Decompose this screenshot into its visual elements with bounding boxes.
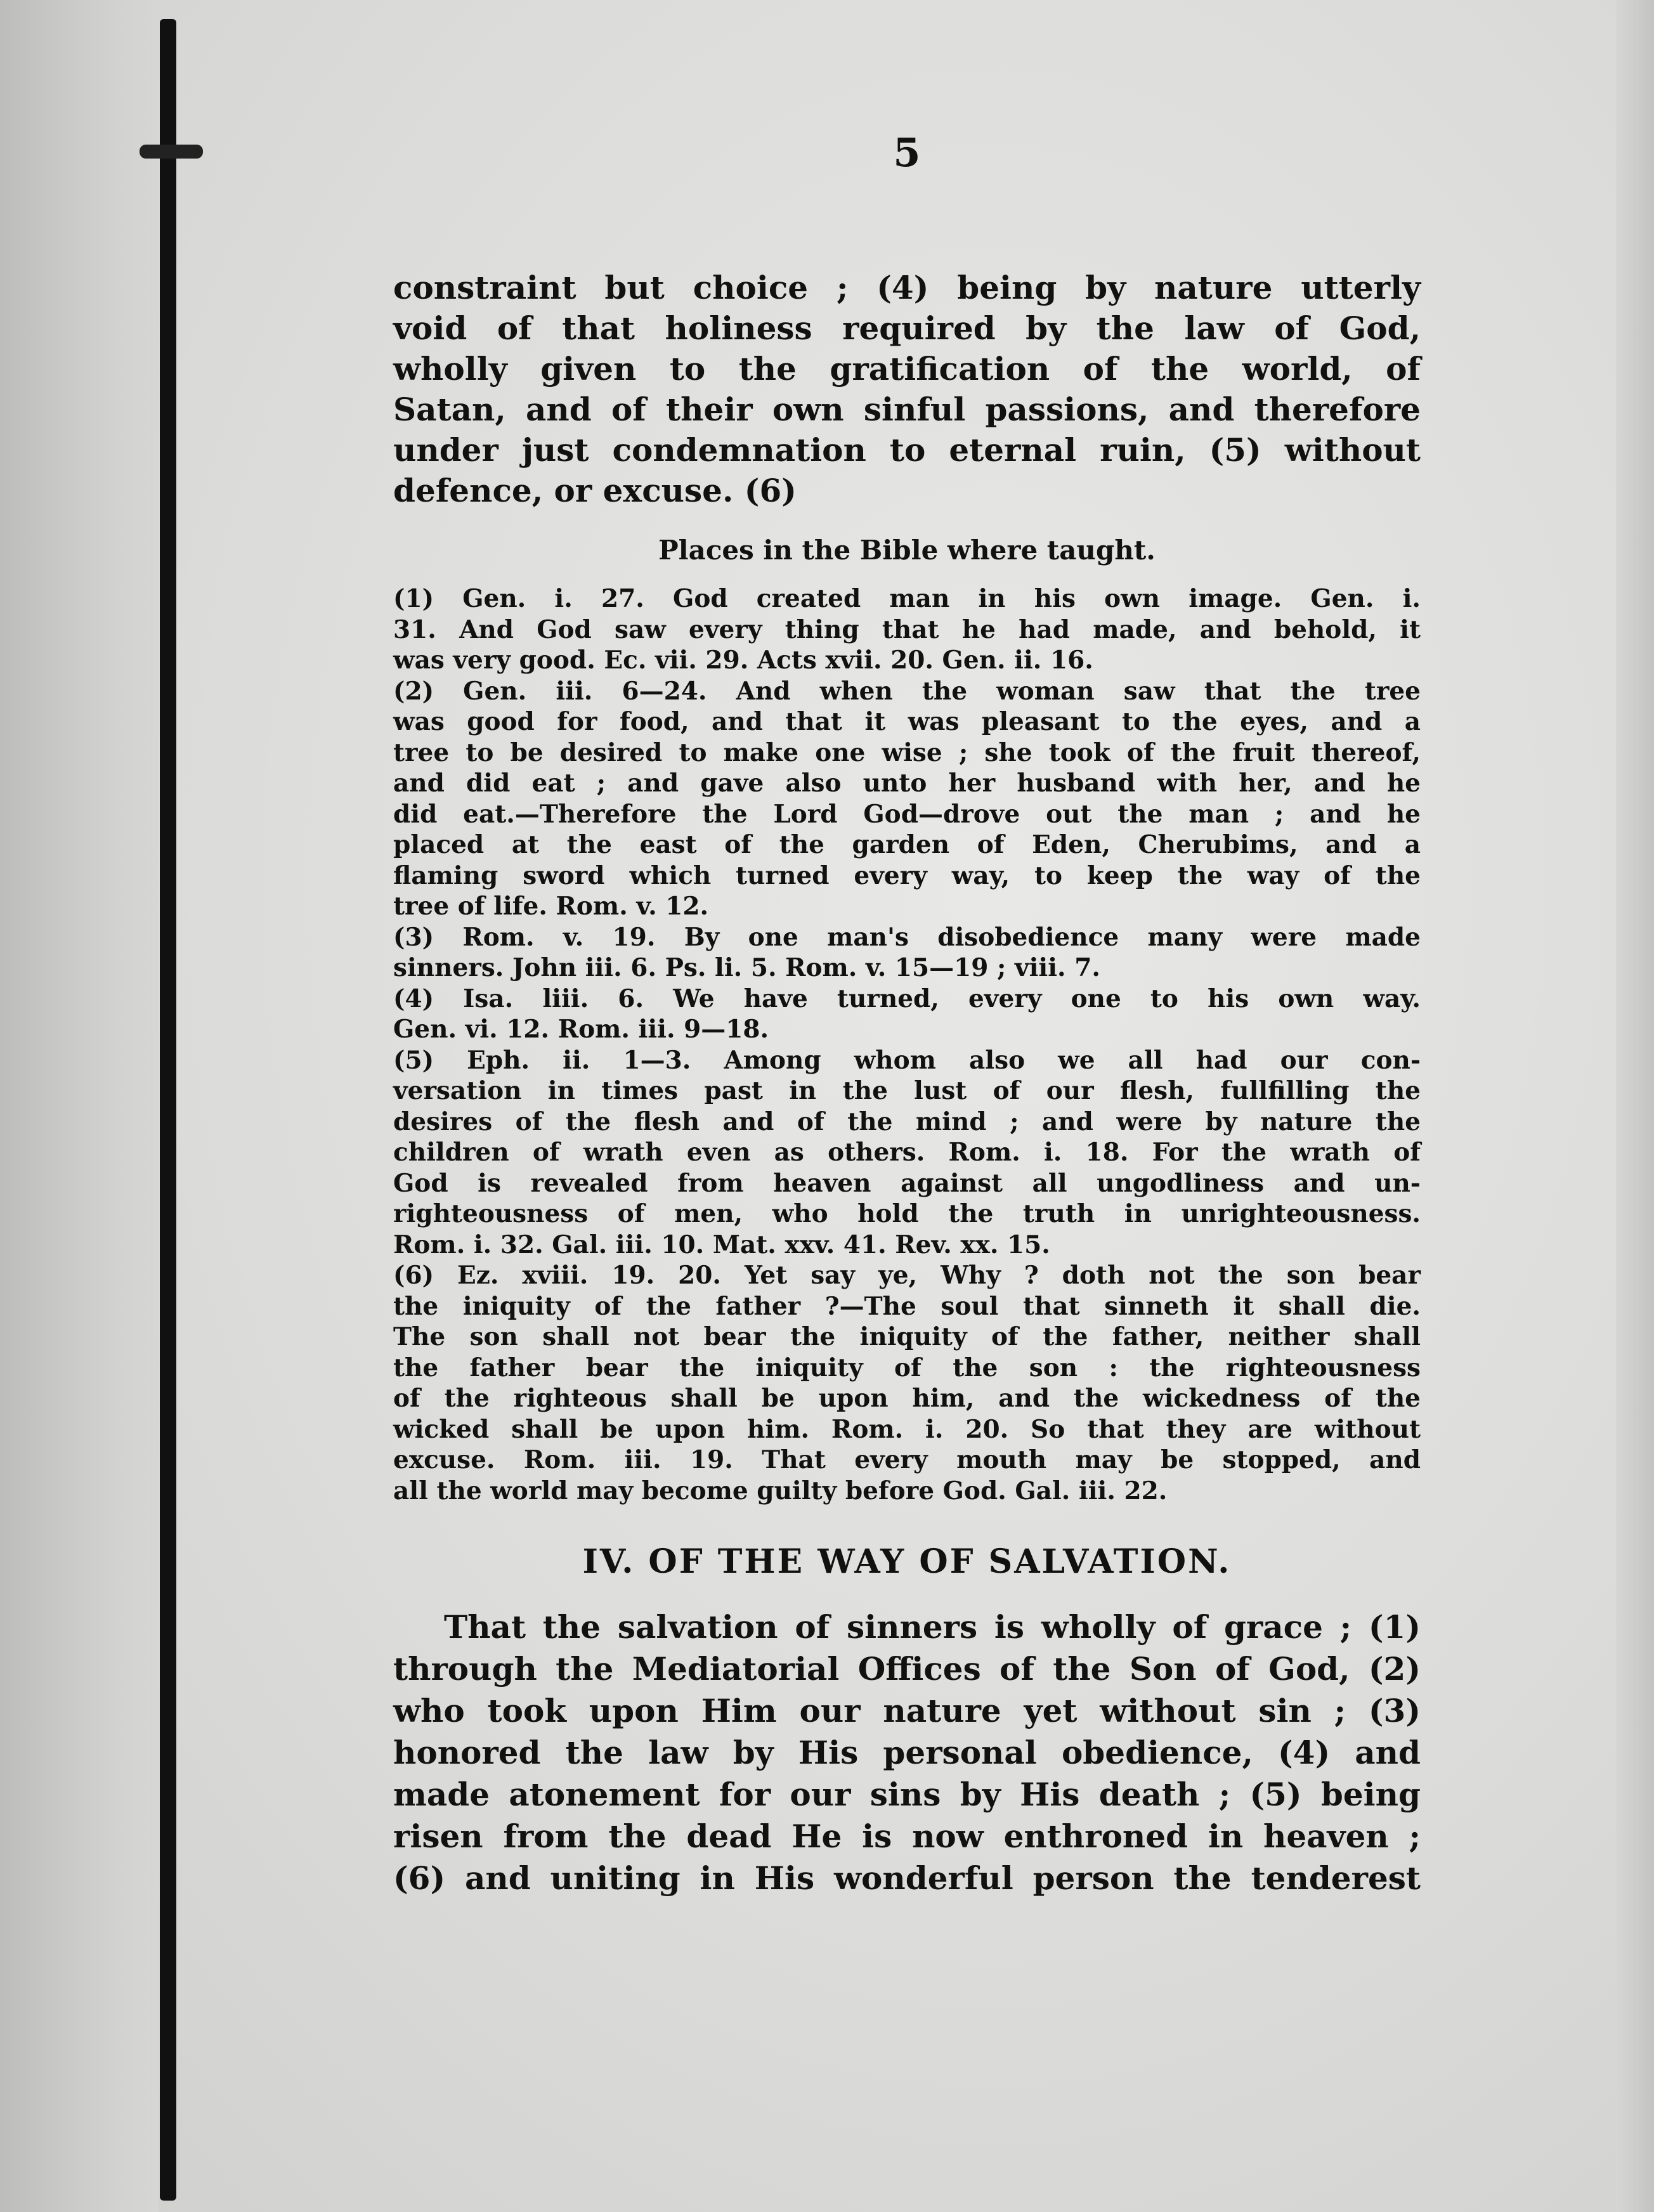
text-line: defence, or excuse. (6) [393,472,797,509]
reference-line: tree of life. Rom. v. 12. [393,892,709,921]
reference-line: of the righteous shall be upon him, and the wickedness of the [393,1384,1421,1413]
reference-line: placed at the east of the garden of Eden, Cherubims, and a [393,830,1421,859]
scripture-references [393,583,1421,1506]
page-content [393,129,1421,1899]
text-line: wholly given to the gratification of the world, of [393,350,1421,387]
reference-line: (5) Eph. ii. 1—3. Among whom also we all had our con- [393,1045,1421,1075]
places-heading: Places in the Bible where taught. [658,535,1156,566]
text-line: under just condemnation to eternal ruin, (5) without [393,431,1421,469]
reference-line: was good for food, and that it was pleasant to the eyes, and a [393,707,1421,736]
text-line: Satan, and of their own sinful passions, and therefore [393,391,1421,428]
text-line: That the salvation of sinners is wholly of grace ; (1) [444,1608,1421,1646]
reference-line: children of wrath even as others. Rom. i. 18. For the wrath of [393,1138,1421,1167]
reference-line: and did eat ; and gave also unto her husband with her, and he [393,769,1421,798]
reference-line: sinners. John iii. 6. Ps. li. 5. Rom. v. 15—19 ; viii. 7. [393,953,1100,982]
reference-line: the father bear the iniquity of the son : the righteousness [393,1353,1421,1382]
text-line: risen from the dead He is now enthroned in heaven ; [393,1818,1421,1855]
reference-line: (3) Rom. v. 19. By one man's disobedience many were made [393,922,1421,952]
reference-line: (4) Isa. liii. 6. We have turned, every one to his own way. [393,984,1421,1013]
reference-line: the iniquity of the father ?—The soul that sinneth it shall die. [393,1291,1421,1321]
page-number: 5 [893,129,921,176]
reference-line: did eat.—Therefore the Lord God—drove out the man ; and he [393,799,1421,829]
reference-4 [393,984,1421,1045]
text-line: honored the law by His personal obedience, (4) and [393,1734,1421,1771]
salvation-paragraph [393,1606,1421,1899]
text-line: void of that holiness required by the law of God, [393,309,1421,347]
binding-line [160,19,176,2201]
left-margin-shadow [0,0,159,2212]
text-line: (6) and uniting in His wonderful person the tenderest [393,1859,1421,1897]
reference-line: flaming sword which turned every way, to keep the way of the [393,861,1421,890]
reference-line: (2) Gen. iii. 6—24. And when the woman saw that the tree [393,676,1421,706]
reference-line: Gen. vi. 12. Rom. iii. 9—18. [393,1015,769,1044]
reference-line: 31. And God saw every thing that he had made, and behold, it [393,615,1421,644]
reference-3 [393,922,1421,984]
reference-line: desires of the flesh and of the mind ; and were by nature the [393,1107,1421,1136]
reference-line: (6) Ez. xviii. 19. 20. Yet say ye, Why ? doth not the son bear [393,1261,1421,1290]
right-edge-shadow [1616,0,1654,2212]
reference-line: God is revealed from heaven against all ungodliness and un- [393,1168,1421,1198]
reference-line: The son shall not bear the iniquity of the father, neither shall [393,1322,1421,1351]
reference-5 [393,1045,1421,1261]
reference-2 [393,676,1421,922]
text-line: made atonement for our sins by His death ; (5) being [393,1776,1421,1813]
text-line: through the Mediatorial Offices of the Son of God, (2) [393,1650,1421,1688]
reference-line: versation in times past in the lust of our flesh, fullfilling the [393,1076,1421,1105]
intro-paragraph [393,268,1421,511]
binding-stitch [140,145,203,159]
reference-6 [393,1260,1421,1506]
reference-line: Rom. i. 32. Gal. iii. 10. Mat. xxv. 41. Rev. xx. 15. [393,1230,1050,1259]
reference-line: (1) Gen. i. 27. God created man in his own image. Gen. i. [393,584,1421,613]
reference-line: wicked shall be upon him. Rom. i. 20. So that they are without [393,1414,1421,1444]
text-line: who took upon Him our nature yet without sin ; (3) [393,1692,1421,1729]
reference-line: all the world may become guilty before God. Gal. iii. 22. [393,1476,1168,1506]
salvation-text [393,1606,1421,1899]
reference-line: was very good. Ec. vii. 29. Acts xvii. 20. Gen. ii. 16. [393,646,1093,675]
text-line: constraint but choice ; (4) being by nature utterly [393,269,1421,306]
reference-line: excuse. Rom. iii. 19. That every mouth may be stopped, and [393,1445,1421,1474]
reference-line: righteousness of men, who hold the truth in unrighteousness. [393,1199,1421,1228]
reference-1 [393,583,1421,676]
reference-line: tree to be desired to make one wise ; she took of the fruit thereof, [393,738,1421,767]
section-heading: IV. OF THE WAY OF SALVATION. [582,1542,1232,1581]
